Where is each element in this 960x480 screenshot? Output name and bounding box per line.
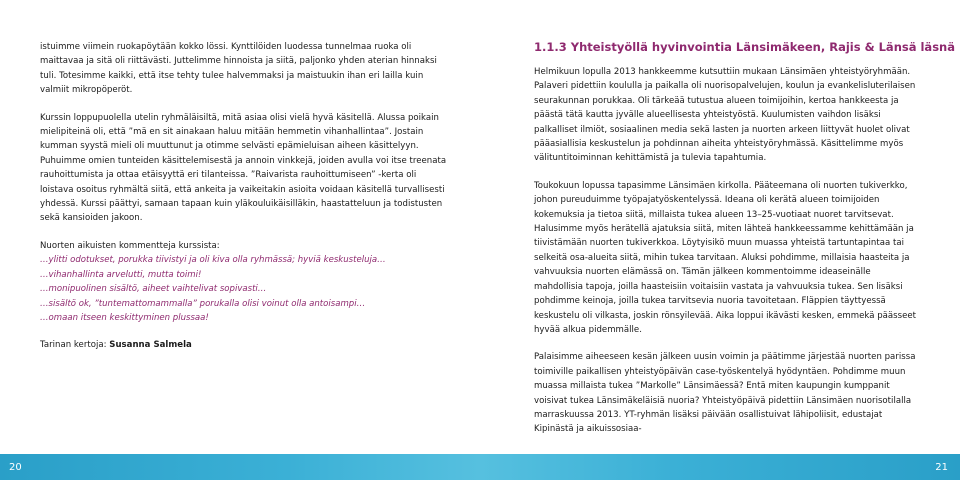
footer-band-left: [0, 454, 480, 480]
comment-list: [40, 253, 452, 325]
comment-item: …vihanhallinta arvelutti, mutta toimi!: [40, 269, 202, 280]
footer-band: [0, 454, 960, 480]
left-text-column: [40, 40, 452, 353]
body-paragraph: Palaisimme aiheeseen kesän jälkeen uusin voimin ja päätimme järjestää nuorten parissa toimiville paikallisen yhteistyöpäivän case-työskentelyä hyödyntäen. Pohdimme muun muassa millaista tukea ”Markolle” Länsimäessä? Entä miten kaupungin kumppanit voisivat tukea Länsimäkeläisiä nuoria? Yhteistyöpäivä pidettiin Länsimäen nuorisotilalla marraskuussa 2013. YT-ryhmän lisäksi päivään osallistuivat lähipoliisit, edustajat Kipinästä ja aikuissosiaa-: [534, 352, 916, 435]
footer-band-right: [480, 454, 960, 480]
page-number-left: 20: [9, 462, 22, 473]
body-paragraph: istuimme viimein ruokapöytään kokko lössi. Kynttilöiden luodessa tunnelmaa ruoka oli maittavaa ja sitä oli riittävästi. Juttelimme hinnoista ja siitä, paljonko yhden aterian hinnaksi tuli. Totesimme kaikki, että itse tehty tulee halvemmaksi ja maistuukin ihan eri lailla kuin valmiit mikropöperöt.: [40, 42, 437, 96]
narrator-credit: [40, 338, 452, 352]
narrator-name: Susanna Salmela: [109, 340, 192, 351]
narrator-label: Tarinan kertoja:: [40, 340, 107, 351]
page-number-right: 21: [935, 462, 948, 473]
body-paragraph: Helmikuun lopulla 2013 hankkeemme kutsuttiin mukaan Länsimäen yhteistyöryhmään. Palaveri pidettiin koululla ja paikalla oli nuorisopalvelujen, koulun ja evankelisluterilaisen seurakunnan porukkaa. Oli tärkeää tutustua alueen toimijoihin, kertoa hankkeesta ja päästä tätä kautta jyvälle alueellisesta yhteistyöstä. Kuulumisten vaihdon lisäksi palkalliset ilmiöt, sosiaalinen media sekä lasten ja nuorten arkeen liittyvät huolet olivat pääasiallisia keskustelun ja pohdinnan aiheita yhteistyöryhmässä. Käsittelimme myös välituntitoiminnan kehittämistä ja tulevia tapahtumia.: [534, 67, 916, 164]
comment-item: …monipuolinen sisältö, aiheet vaihtelivat sopivasti…: [40, 284, 267, 295]
body-paragraph: Kurssin loppupuolella utelin ryhmäläisiltä, mitä asiaa olisi vielä hyvä käsitellä. Alussa poikain mielipiteinä oli, että ”mä en sit ainakaan haluu mitään hemmetin vihanhallintaa”. Jostain kumman syystä mieli oli muuttunut ja otimme selvästi epämieluisan aiheen käsittelyyn. Puhuimme omien tunteiden käsittelemisestä ja annoin vinkkejä, joiden avulla voi itse treenata rauhoittumista ja ottaa etäisyyttä eri tilanteissa. ”Raivarista rauhoittumiseen” -kerta oli loistava osoitus ryhmältä siitä, että ankeita ja vaikeitakin asioita voidaan käsitellä turvallisesti yhdessä. Kurssi päättyi, samaan tapaan kuin yläkouluikäisilläkin, haastatteluun ja todistusten sekä kansioiden jakoon.: [40, 112, 447, 224]
comments-intro: Nuorten aikuisten kommentteja kurssista:: [40, 240, 220, 251]
right-text-column: [534, 40, 955, 450]
comment-item: …ylitti odotukset, porukka tiivistyi ja oli kiva olla ryhmässä; hyviä keskusteluja…: [40, 255, 386, 266]
comment-item: …omaan itseen keskittyminen plussaa!: [40, 312, 209, 323]
section-heading: 1.1.3 Yhteistyöllä hyvinvointia Länsimäkeen, Rajis & Länsä läsnä: [534, 40, 955, 54]
body-paragraph: Toukokuun lopussa tapasimme Länsimäen kirkolla. Pääteemana oli nuorten tukiverkko, johon pureuduimme työpajatyöskentelyssä. Ideana oli kerätä alueen toimijoiden kokemuksia ja tietoa siitä, millaista tukea alueen 13–25-vuotiaat nuoret tarvitsevat. Halusimme myös herätellä ajatuksia siitä, miten lähteä hankkeessamme kehittämään ja tiivistämään nuorten tukiverkkoa. Löytyisikö muun muassa yhteistä tartuntapintaa tai selkeitä osa-alueita siitä, mihin tukea tarvitaan. Aluksi pohdimme, millaisia haasteita ja vahvuuksia nuorten elämässä on. Tämän jälkeen kommentoimme ideaseinälle mahdollisia tapoja, joilla haasteisiin voitaisiin vastata ja vahvuuksia tukea. Sen lisäksi pohdimme keinoja, joilla tukea tarvitsevia nuoria tavoitetaan. Fläppien täyttyessä keskustelu oli vilkasta, joskin rönsyilevää. Aika loppui ikävästi kesken, emmekä päässeet hyvää alkua pidemmälle.: [534, 180, 917, 335]
comment-item: …sisältö ok, ”tuntemattomammalla” porukalla olisi voinut olla antoisampi…: [40, 298, 366, 309]
